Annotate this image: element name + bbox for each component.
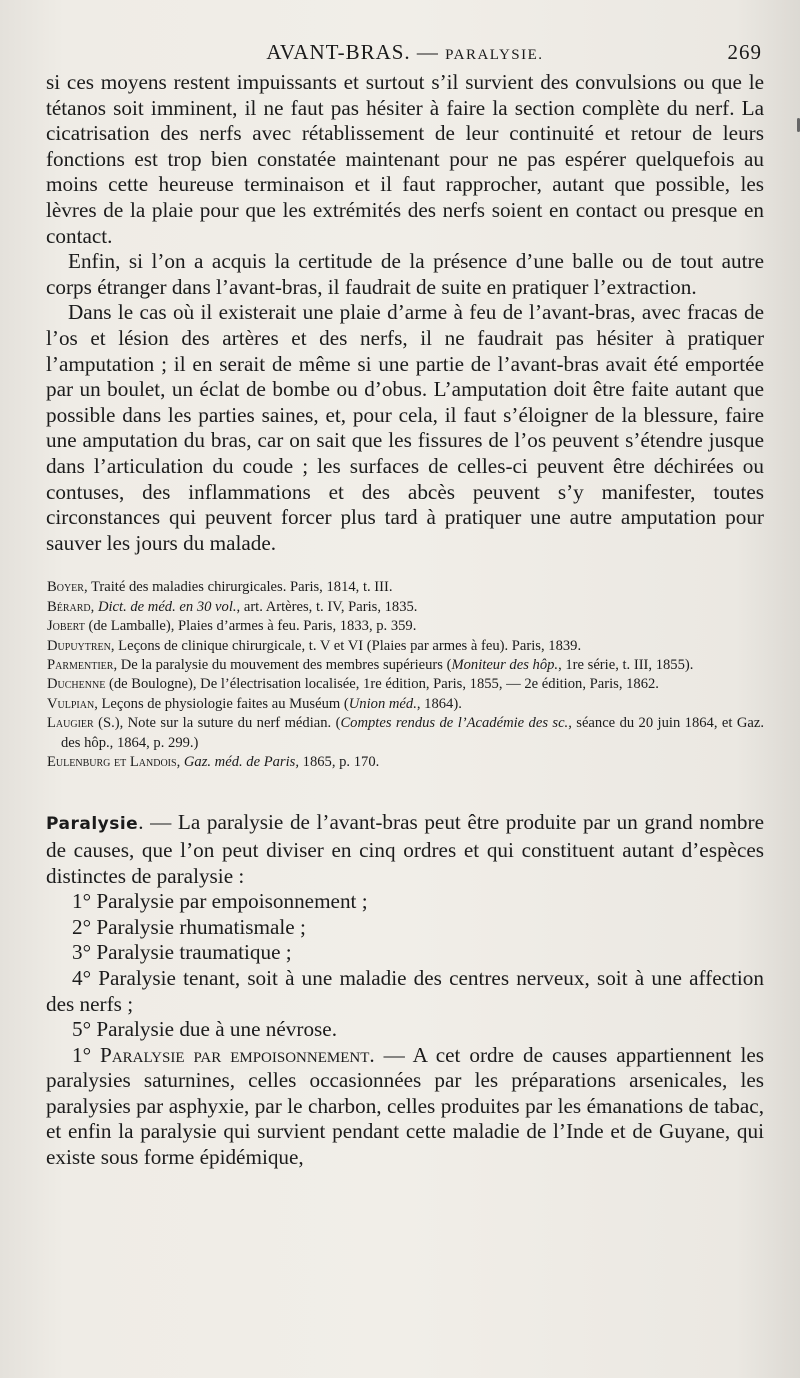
- list-item: 5° Paralysie due à une névrose.: [72, 1017, 337, 1042]
- paralysie-section: [46, 810, 764, 1170]
- paragraph-2: Enfin, si l’on a acquis la certitude de la présence d’une balle ou de tout autre corps étranger dans l’avant-bras, il faudrait de suite en pratiquer l’extraction.: [46, 249, 764, 299]
- subsection-paragraph: [46, 1043, 764, 1171]
- section-intro-text: . — La paralysie de l’avant-bras peut être produite par un grand nombre de causes, que l’on peut diviser en cinq ordres et qui constituent autant d’espèces distinctes de paralysie :: [46, 810, 764, 888]
- running-title-main: AVANT-BRAS.: [266, 40, 411, 64]
- reference-text: , séance du 20 juin 1864, et Gaz. des hôp., 1864, p. 299.): [61, 715, 764, 751]
- page-number: 269: [727, 40, 762, 64]
- reference-title: Moniteur des hôp.: [451, 656, 559, 673]
- section-intro: [46, 810, 764, 889]
- subsection-number: 1°: [72, 1042, 92, 1067]
- list-item: 4° Paralysie tenant, soit à une maladie des centres nerveux, soit à une affection des nerfs ;: [46, 965, 764, 1016]
- reference-title: Comptes rendus de l’Académie des sc.: [340, 715, 569, 732]
- reference-item: [47, 695, 764, 714]
- subsection-text: . — A cet ordre de causes appartiennent les paralysies saturnines, celles occasionnées par les préparations arsenicales, les paralysies par asphyxie, par le charbon, celles produites par les émanations de tabac, et enfin la paralysie qui survient pendant cette maladie de l’Inde et de Guyane, qui existe sous forme épidémique,: [46, 1042, 765, 1170]
- reference-text: (de Boulogne), De l’électrisation localisée, 1re édition, Paris, 1855, — 2e édition, Paris, 1862.: [105, 676, 659, 693]
- reference-item: [47, 675, 764, 694]
- reference-author: Parmentier: [47, 656, 114, 673]
- reference-text: ,: [90, 598, 98, 615]
- reference-text: , De la paralysie du mouvement des membres supérieurs (: [113, 656, 452, 673]
- running-title-dash: —: [416, 40, 439, 64]
- reference-author: Laugier: [47, 715, 94, 732]
- list-item: 3° Paralysie traumatique ;: [72, 940, 292, 965]
- reference-item: [47, 753, 764, 772]
- reference-item: [47, 578, 764, 597]
- reference-text: , Leçons de physiologie faites au Muséum (: [94, 695, 349, 712]
- reference-text: , 1re série, t. III, 1855).: [558, 656, 694, 673]
- reference-item: [47, 637, 764, 656]
- body-text: [46, 70, 764, 556]
- page-header: [46, 36, 764, 70]
- reference-text: , Traité des maladies chirurgicales. Paris, 1814, t. III.: [83, 579, 393, 596]
- section-heading: Paralysie: [46, 814, 139, 835]
- reference-item: [47, 617, 764, 636]
- reference-item: [47, 598, 764, 617]
- reference-text: (de Lamballe), Plaies d’armes à feu. Paris, 1833, p. 359.: [84, 618, 417, 635]
- list-item: 1° Paralysie par empoisonnement ;: [72, 889, 368, 914]
- paragraph-3: Dans le cas où il existerait une plaie d’arme à feu de l’avant-bras, avec fracas de l’os et lésion des artères et des nerfs, il ne faudrait pas hésiter à pratiquer l’amputation ; il en serait de même si une partie de l’avant-bras avait été emportée par un boulet, un éclat de bombe ou d’obus. L’amputation doit être faite autant que possible dans les parties saines, et, pour cela, il faut s’éloigner de la blessure, faire une amputation du bras, car on sait que les fissures de l’os peuvent s’étendre jusque dans l’articulation du coude ; les surfaces de celles-ci peuvent être déchirées ou contuses, des inflammations et des abcès peuvent s’y manifester, toutes circonstances qui peuvent forcer plus tard à pratiquer une autre amputation pour sauver les jours du malade.: [46, 300, 764, 555]
- reference-author: Vulpian: [47, 695, 95, 712]
- subsection-heading: Paralysie par empoisonnement: [100, 1042, 370, 1067]
- running-title: [46, 40, 764, 65]
- reference-title: Dict. de méd. en 30 vol.: [97, 598, 237, 615]
- list-item: 2° Paralysie rhumatismale ;: [72, 914, 306, 939]
- paragraph-1: si ces moyens restent impuissants et surtout s’il survient des convulsions ou que le tétanos soit imminent, il ne faut pas hésiter à faire la section complète du nerf. La cicatrisation des nerfs avec rétablissement de leur continuité et retour de leurs fonctions est trop bien constatée maintenant pour ne pas espérer quelquefois au moins cette heureuse terminaison et il faut rapprocher, autant que possible, les lèvres de la plaie pour que les extrémités des nerfs soient en contact ou presque en contact.: [46, 70, 764, 248]
- reference-item: [47, 656, 764, 675]
- reference-item: [47, 714, 764, 753]
- reference-author: Bérard: [47, 598, 91, 615]
- reference-title: Union méd.: [348, 695, 417, 712]
- running-title-sub: PARALYSIE.: [445, 47, 544, 63]
- reference-text: , 1864).: [416, 695, 462, 712]
- references: [46, 578, 764, 772]
- reference-author: Duchenne: [47, 676, 106, 693]
- reference-text: , Leçons de clinique chirurgicale, t. V et VI (Plaies par armes à feu). Paris, 1839.: [110, 637, 582, 654]
- reference-text: ,: [176, 753, 184, 770]
- reference-author: Dupuytren: [47, 637, 111, 654]
- reference-author: Boyer: [47, 579, 84, 596]
- reference-text: 1865, p. 170.: [299, 753, 380, 770]
- reference-author: Eulenburg et Landois: [47, 753, 177, 770]
- reference-author: Jobert: [47, 618, 85, 635]
- reference-title: Gaz. méd. de Paris,: [183, 753, 299, 770]
- reference-text: (S.), Note sur la suture du nerf médian. (: [93, 715, 341, 732]
- reference-text: , art. Artères, t. IV, Paris, 1835.: [236, 598, 418, 615]
